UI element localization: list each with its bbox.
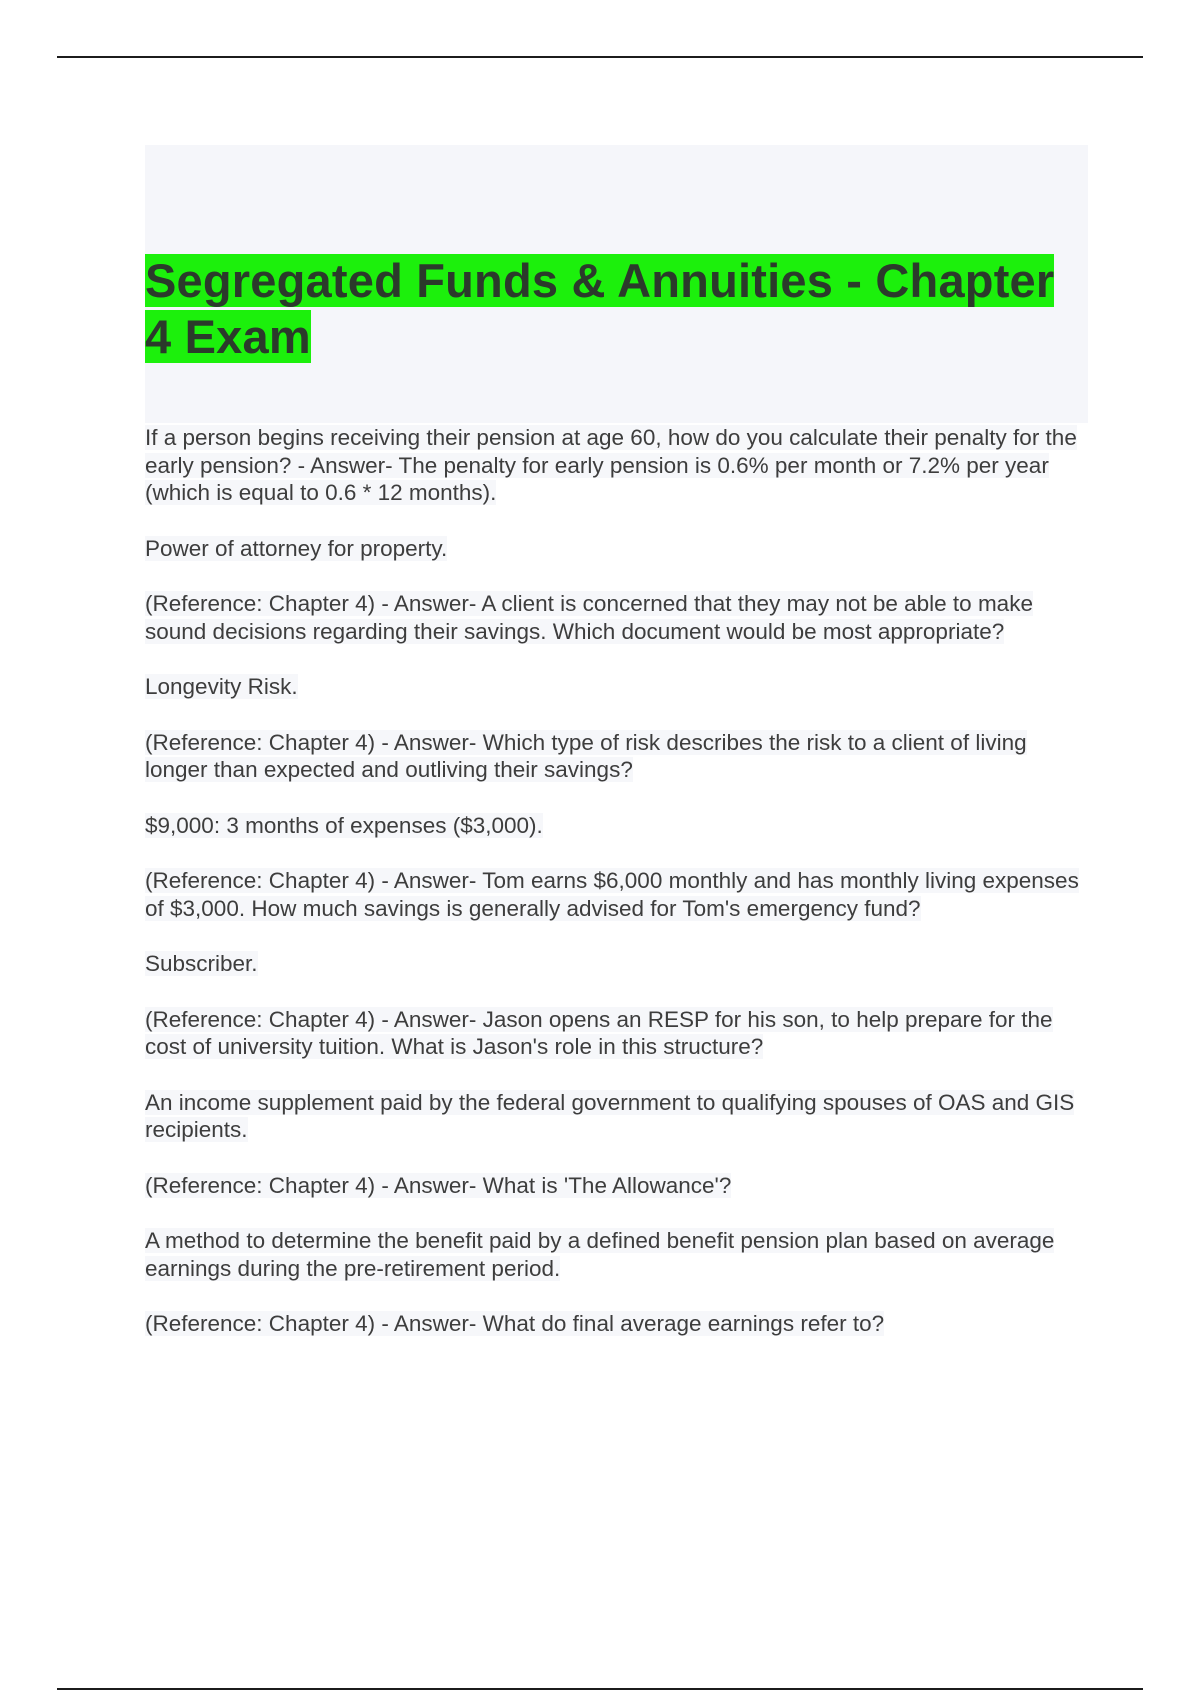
paragraph: A method to determine the benefit paid by a defined benefit pension plan based on average earnings during the pre-retirement period. [145,1228,1055,1281]
bottom-rule [57,1688,1143,1690]
paragraph: Power of attorney for property. [145,535,448,561]
top-rule [57,56,1143,58]
document-title [145,253,1090,365]
paragraph: $9,000: 3 months of expenses ($3,000). [145,812,543,838]
document-body [145,424,1095,1366]
paragraph: An income supplement paid by the federal government to qualifying spouses of OAS and GIS recipients. [145,1089,1075,1142]
paragraph: Longevity Risk. [145,674,298,699]
paragraph: If a person begins receiving their pension at age 60, how do you calculate their penalty for the early pension? - Answer- The penalty for early pension is 0.6% per month or 7.2% per year (which is equal to 0.6 * 12 months). [145,425,1077,505]
paragraph: (Reference: Chapter 4) - Answer- Jason opens an RESP for his son, to help prepare for the cost of university tuition. What is Jason's role in this structure? [145,1006,1053,1059]
paragraph: Subscriber. [145,951,258,976]
paragraph: (Reference: Chapter 4) - Answer- What is 'The Allowance'? [145,1172,732,1198]
paragraph: (Reference: Chapter 4) - Answer- Tom earns $6,000 monthly and has monthly living expenses of $3,000. How much savings is generally advised for Tom's emergency fund? [145,868,1079,921]
paragraph: (Reference: Chapter 4) - Answer- A client is concerned that they may not be able to make sound decisions regarding their savings. Which document would be most appropriate? [145,591,1033,644]
paragraph: (Reference: Chapter 4) - Answer- What do final average earnings refer to? [145,1311,885,1336]
paragraph: (Reference: Chapter 4) - Answer- Which type of risk describes the risk to a client of living longer than expected and outliving their savings? [145,729,1027,782]
title-highlight: Segregated Funds & Annuities - Chapter 4 Exam [145,254,1055,363]
